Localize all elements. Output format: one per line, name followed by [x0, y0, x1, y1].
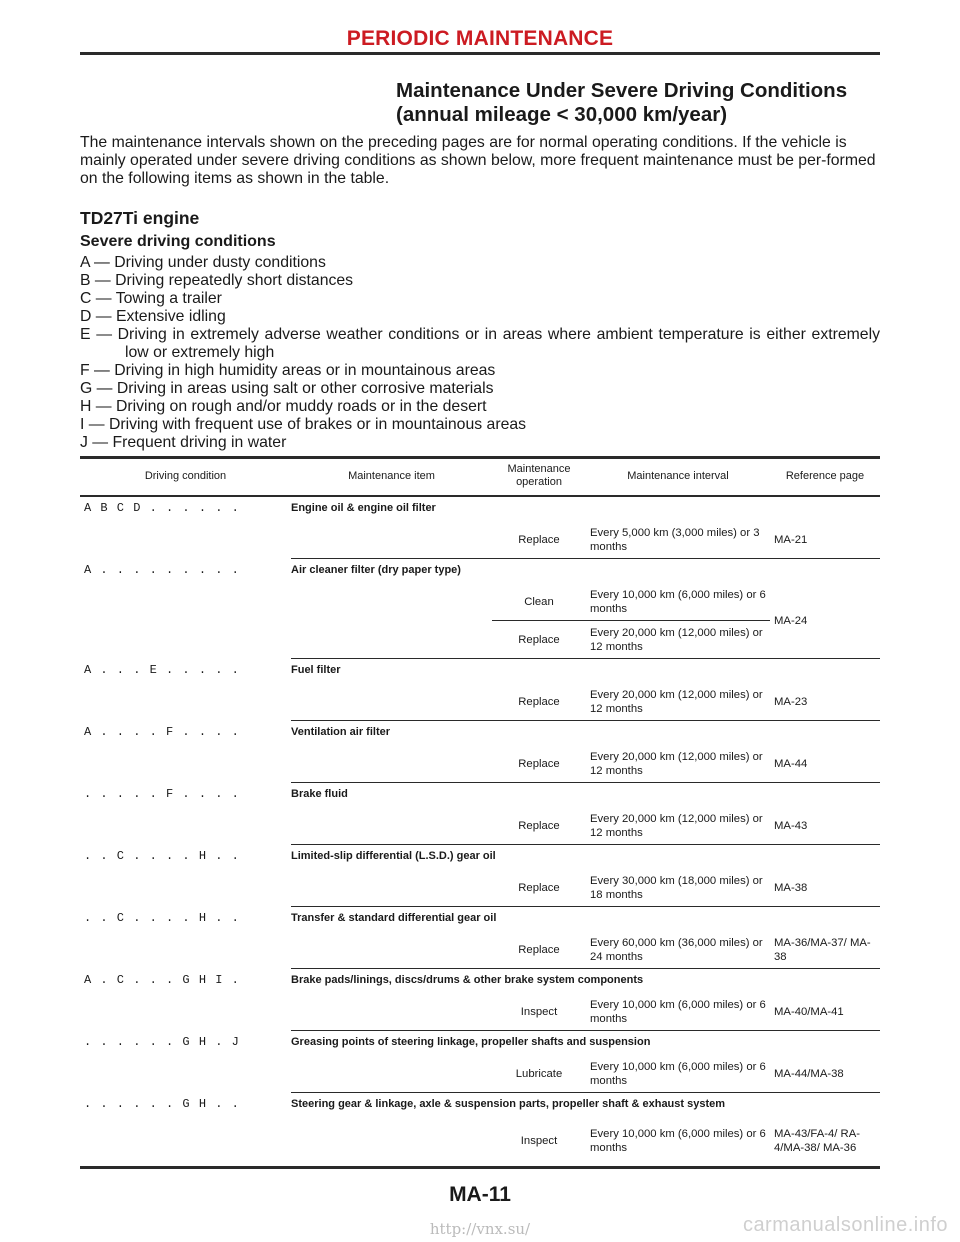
maintenance-item: Fuel filter: [291, 664, 341, 676]
condition-codes: . . . . . . G H . .: [84, 1096, 240, 1111]
maintenance-item: Brake pads/linings, discs/drums & other brake system components: [291, 974, 644, 986]
maintenance-operation: Replace: [492, 931, 586, 969]
reference-page: MA-23: [770, 683, 880, 721]
condition-item: H — Driving on rough and/or muddy roads or in the desert: [80, 398, 487, 415]
blank-cell: [291, 993, 492, 1031]
maintenance-item: Engine oil & engine oil filter: [291, 502, 436, 514]
blank-cell: [291, 745, 492, 783]
blank-cell: [291, 621, 492, 659]
header-driving-condition: Driving condition: [80, 458, 291, 497]
table-row: [80, 559, 880, 584]
maintenance-interval: Every 10,000 km (6,000 miles) or 6 months: [586, 993, 770, 1031]
watermark: carmanualsonline.info: [742, 1214, 948, 1236]
maintenance-item: Limited-slip differential (L.S.D.) gear oil: [291, 850, 496, 862]
condition-codes: A . . . . . . . . .: [84, 562, 240, 577]
condition-item: G — Driving in areas using salt or other corrosive materials: [80, 380, 494, 397]
blank-cell: [291, 1117, 492, 1167]
engine-heading: TD27Ti engine: [80, 208, 200, 228]
maintenance-operation: Replace: [492, 621, 586, 659]
reference-page: MA-43/FA-4/ RA-4/MA-38/ MA-36: [774, 1128, 861, 1155]
header-maintenance-interval: Maintenance interval: [586, 458, 770, 497]
maintenance-interval: Every 5,000 km (3,000 miles) or 3 months: [586, 521, 770, 559]
maintenance-operation: Lubricate: [492, 1055, 586, 1093]
condition-item: J — Frequent driving in water: [80, 434, 287, 451]
maintenance-item: Air cleaner filter (dry paper type): [291, 564, 461, 576]
condition-codes: A . . . . F . . . .: [84, 724, 240, 739]
blank-cell: [291, 521, 492, 559]
reference-page: MA-44/MA-38: [770, 1055, 880, 1093]
blank-cell: [291, 869, 492, 907]
table-row: [80, 721, 880, 746]
condition-item: E — Driving in extremely adverse weather conditions or in areas where ambient temperature is either extremely low or extremely high: [80, 326, 880, 361]
maintenance-interval: Every 30,000 km (18,000 miles) or 18 months: [586, 869, 770, 907]
header-reference-page: Reference page: [770, 458, 880, 497]
blank-cell: [291, 1055, 492, 1093]
footer-url-link[interactable]: http://vnx.su/: [429, 1220, 531, 1238]
maintenance-item: Steering gear & linkage, axle & suspension parts, propeller shaft & exhaust system: [291, 1098, 726, 1110]
maintenance-interval: Every 10,000 km (6,000 miles) or 6 months: [586, 1055, 770, 1093]
condition-codes: . . . . . . G H . J: [84, 1034, 240, 1049]
condition-codes: . . . . . F . . . .: [84, 786, 240, 801]
maintenance-interval: Every 20,000 km (12,000 miles) or 12 months: [586, 807, 770, 845]
reference-page: MA-24: [770, 583, 880, 659]
header-maintenance-item: Maintenance item: [291, 458, 492, 497]
table-row: [80, 1093, 880, 1118]
condition-item: D — Extensive idling: [80, 308, 226, 325]
reference-page: MA-21: [770, 521, 880, 559]
blank-cell: [291, 807, 492, 845]
maintenance-item: Greasing points of steering linkage, propeller shafts and suspension: [291, 1036, 651, 1048]
maintenance-operation: Replace: [492, 869, 586, 907]
maintenance-operation: Inspect: [520, 1135, 558, 1148]
maintenance-item: Transfer & standard differential gear oil: [291, 912, 497, 924]
intro-paragraph: The maintenance intervals shown on the preceding pages are for normal operating conditions. If the vehicle is mainly operated under severe driving conditions as shown below, more frequent maintenance must be per-formed on the following items as shown in the table.: [80, 134, 876, 187]
maintenance-interval: Every 20,000 km (12,000 miles) or 12 months: [586, 745, 770, 783]
condition-codes: A . . . E . . . . .: [84, 662, 240, 677]
table-row: [80, 659, 880, 684]
condition-codes: . . C . . . . H . .: [84, 848, 240, 863]
header-rule: [80, 52, 880, 55]
maintenance-interval: Every 10,000 km (6,000 miles) or 6 months: [590, 1128, 766, 1155]
reference-page: MA-36/MA-37/ MA-38: [770, 931, 880, 969]
condition-codes: A B C D . . . . . .: [84, 501, 240, 515]
maintenance-operation: Clean: [492, 583, 586, 621]
condition-item: C — Towing a trailer: [80, 290, 222, 307]
maintenance-operation: Replace: [492, 807, 586, 845]
header-maintenance-operation: Maintenance operation: [492, 458, 586, 497]
maintenance-operation: Replace: [492, 683, 586, 721]
section-title-line1: Maintenance Under Severe Driving Conditions: [396, 79, 848, 102]
running-header: PERIODIC MAINTENANCE: [346, 27, 614, 50]
maintenance-interval: Every 20,000 km (12,000 miles) or 12 months: [586, 683, 770, 721]
section-title-line2: (annual mileage < 30,000 km/year): [396, 103, 728, 126]
table-row: [80, 907, 880, 932]
table-row: [80, 969, 880, 994]
condition-item: B — Driving repeatedly short distances: [80, 272, 354, 289]
table-row: [80, 783, 880, 808]
reference-page: MA-40/MA-41: [770, 993, 880, 1031]
maintenance-item: Ventilation air filter: [291, 726, 391, 738]
blank-cell: [291, 583, 492, 621]
condition-item: A — Driving under dusty conditions: [80, 254, 326, 271]
maintenance-operation: Inspect: [492, 993, 586, 1031]
maintenance-interval: Every 60,000 km (36,000 miles) or 24 months: [586, 931, 770, 969]
reference-page: MA-38: [770, 869, 880, 907]
page-number: MA-11: [449, 1183, 511, 1206]
blank-cell: [291, 931, 492, 969]
table-row: [80, 845, 880, 870]
blank-cell: [291, 683, 492, 721]
maintenance-table: [80, 456, 880, 1169]
table-header-row: [80, 458, 880, 497]
reference-page: MA-44: [770, 745, 880, 783]
condition-codes: A . C . . . G H I .: [84, 972, 240, 987]
maintenance-operation: Replace: [492, 745, 586, 783]
table-row: [80, 496, 880, 521]
table-row: [80, 1031, 880, 1056]
maintenance-interval: Every 20,000 km (12,000 miles) or 12 months: [586, 621, 770, 659]
conditions-list: [80, 254, 880, 452]
reference-page: MA-43: [770, 807, 880, 845]
maintenance-interval: Every 10,000 km (6,000 miles) or 6 months: [586, 583, 770, 621]
maintenance-operation: Replace: [492, 521, 586, 559]
condition-item: F — Driving in high humidity areas or in mountainous areas: [80, 362, 496, 379]
conditions-heading: Severe driving conditions: [80, 233, 276, 250]
maintenance-item: Brake fluid: [291, 788, 348, 800]
condition-codes: . . C . . . . H . .: [84, 910, 240, 925]
section-title: [396, 79, 896, 127]
condition-item: I — Driving with frequent use of brakes or in mountainous areas: [80, 416, 527, 433]
